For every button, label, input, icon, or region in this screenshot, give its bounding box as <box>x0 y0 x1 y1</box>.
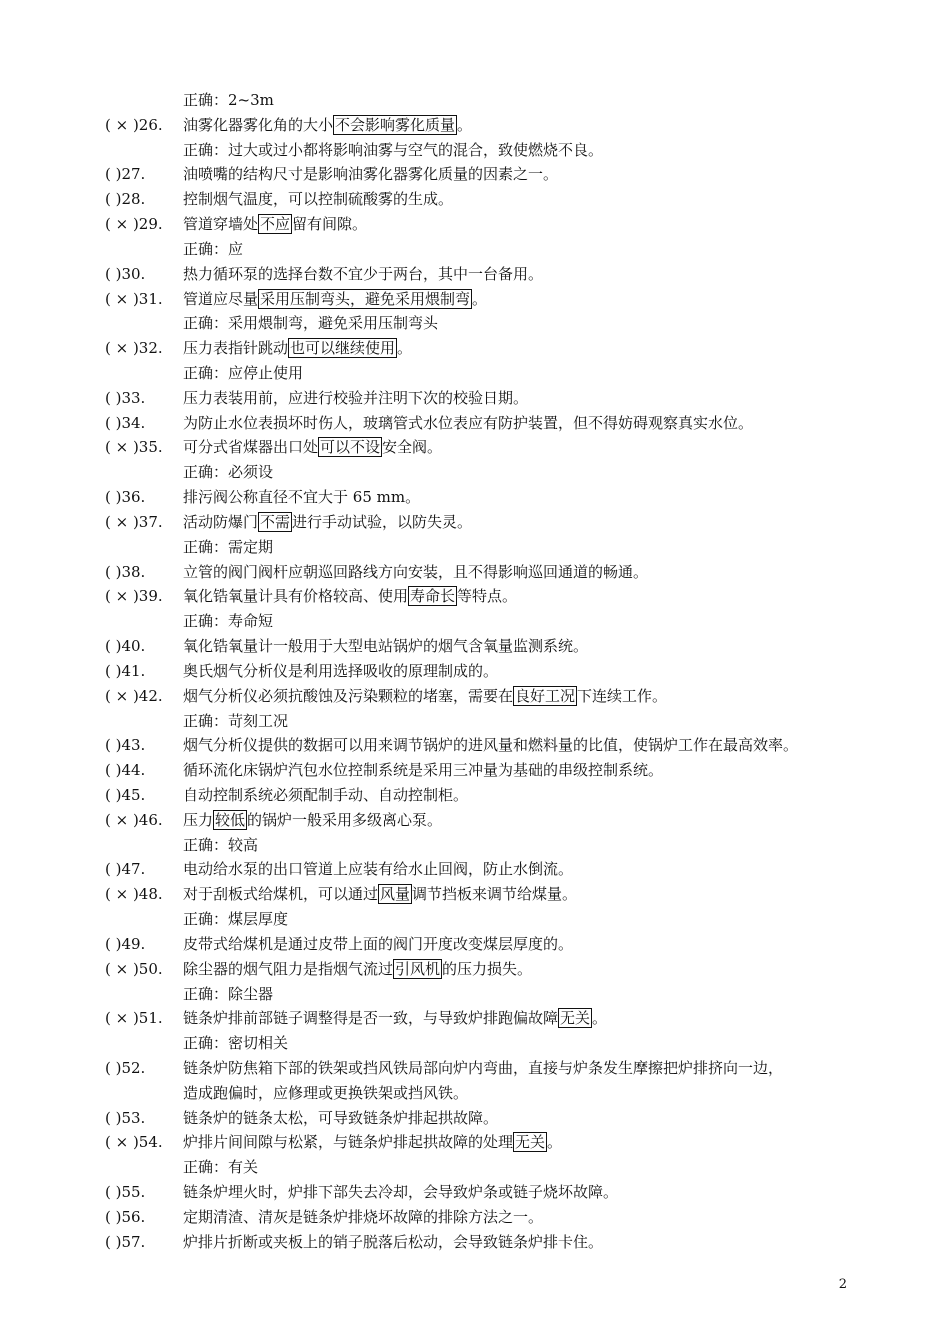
question-text-part: 的锅炉一般采用多级离心泵。 <box>247 810 443 829</box>
answer-mark: ( )52. <box>105 1058 146 1077</box>
question-item <box>0 262 950 286</box>
question-text-part: 氧化锆氧量计一般用于大型电站锅炉的烟气含氧量监测系统。 <box>183 637 589 656</box>
answer-mark: ( )56. <box>105 1207 146 1226</box>
answer-mark: ( × )26. <box>105 115 163 134</box>
boxed-error-phrase: 不会影响雾化质量 <box>335 115 456 134</box>
correction-line <box>0 1155 950 1179</box>
question-text <box>183 1205 543 1229</box>
question-text-part: 自动控制系统必须配制手动、自动控制柜。 <box>183 785 469 804</box>
question-text <box>183 411 753 435</box>
question-text <box>183 1130 562 1154</box>
question-item <box>0 1205 950 1229</box>
question-text <box>183 287 487 311</box>
answer-mark: ( × )46. <box>105 810 163 829</box>
question-text-part: 皮带式给煤机是通过皮带上面的阀门开度改变煤层厚度的。 <box>183 934 574 953</box>
question-text <box>183 1056 783 1080</box>
question-text-part: 炉排片间间隙与松紧，与链条炉排起拱故障的处理 <box>183 1133 514 1152</box>
question-text-part: 链条炉埋火时，炉排下部失去冷却，会导致炉条或链子烧坏故障。 <box>183 1183 619 1202</box>
correction-text: 正确：2~3m <box>183 91 274 109</box>
answer-mark: ( × )37. <box>105 512 163 531</box>
answer-mark: ( × )35. <box>105 438 163 457</box>
answer-mark: ( )36. <box>105 488 146 507</box>
question-text-part: 控制烟气温度，可以控制硫酸雾的生成。 <box>183 190 454 209</box>
question-item <box>0 634 950 658</box>
question-text <box>183 783 468 807</box>
question-text-part: 安全阀。 <box>382 438 443 457</box>
question-text-part: 。 <box>457 115 473 134</box>
question-item <box>0 435 950 459</box>
correction-line <box>0 237 950 261</box>
question-text-part: 奥氏烟气分析仪是利用选择吸收的原理制成的。 <box>183 661 499 680</box>
question-text-part: 电动给水泵的出口管道上应装有给水止回阀，防止水倒流。 <box>183 860 574 879</box>
question-item <box>0 1106 950 1130</box>
answer-mark: ( )55. <box>105 1183 146 1202</box>
answer-mark: ( × )42. <box>105 686 163 705</box>
correction-text: 正确：寿命短 <box>183 612 274 631</box>
boxed-error-phrase: 可以不设 <box>320 438 381 457</box>
question-item <box>0 957 950 981</box>
correction-text: 正确：采用煨制弯，避免采用压制弯头 <box>183 314 439 333</box>
question-text-part: 氧化锆氧量计具有价格较高、使用 <box>183 587 409 606</box>
question-item <box>0 287 950 311</box>
answer-mark: ( )40. <box>105 637 146 656</box>
answer-mark: ( )49. <box>105 934 146 953</box>
question-text <box>183 162 558 186</box>
answer-mark: ( )34. <box>105 413 146 432</box>
question-item <box>0 1056 950 1080</box>
question-item <box>0 783 950 807</box>
answer-mark: ( )27. <box>105 165 146 184</box>
question-text <box>183 262 543 286</box>
question-text <box>183 336 412 360</box>
question-item <box>0 386 950 410</box>
question-item <box>0 162 950 186</box>
question-text-part: 。 <box>547 1133 563 1152</box>
answer-mark: ( × )32. <box>105 339 163 358</box>
question-text-part: 油喷嘴的结构尺寸是影响油雾化器雾化质量的因素之一。 <box>183 165 559 184</box>
question-item <box>0 1130 950 1154</box>
correction-line <box>0 88 950 112</box>
question-item <box>0 758 950 782</box>
question-text-part: 除尘器的烟气阻力是指烟气流过 <box>183 959 394 978</box>
question-item <box>0 882 950 906</box>
answer-mark: ( )41. <box>105 661 146 680</box>
question-text-part: 的压力损失。 <box>442 959 533 978</box>
question-text-part: 下连续工作。 <box>577 686 668 705</box>
correction-line <box>0 535 950 559</box>
question-text <box>183 510 472 534</box>
correction-line <box>0 609 950 633</box>
answer-mark: ( )44. <box>105 761 146 780</box>
correction-line <box>0 907 950 931</box>
boxed-error-phrase: 不需 <box>260 512 291 531</box>
correction-text: 正确：应 <box>183 239 244 258</box>
question-item <box>0 1180 950 1204</box>
answer-mark: ( × )54. <box>105 1133 163 1152</box>
answer-mark: ( )30. <box>105 264 146 283</box>
question-text <box>183 584 517 608</box>
question-text-part: 。 <box>472 289 488 308</box>
question-item <box>0 857 950 881</box>
question-text-part: 调节挡板来调节给煤量。 <box>412 885 578 904</box>
answer-mark: ( )45. <box>105 785 146 804</box>
question-text <box>183 932 573 956</box>
boxed-error-phrase: 寿命长 <box>410 587 456 606</box>
question-item <box>0 584 950 608</box>
question-text <box>183 435 442 459</box>
question-text <box>183 882 577 906</box>
question-text-part: 管道应尽量 <box>183 289 259 308</box>
question-text-part: 。 <box>592 1009 608 1028</box>
boxed-error-phrase: 较低 <box>215 810 246 829</box>
question-item <box>0 1006 950 1030</box>
boxed-error-phrase: 无关 <box>515 1133 546 1152</box>
answer-mark: ( )38. <box>105 562 146 581</box>
boxed-error-phrase: 无关 <box>560 1009 591 1028</box>
question-text-part: 压力 <box>183 810 214 829</box>
question-text-part: 等特点。 <box>457 587 518 606</box>
boxed-error-phrase: 良好工况 <box>515 686 576 705</box>
question-text-part: 热力循环泵的选择台数不宜少于两台，其中一台备用。 <box>183 264 544 283</box>
question-text-part: 压力表指针跳动 <box>183 339 289 358</box>
answer-mark: ( )53. <box>105 1108 146 1127</box>
question-text-part: 油雾化器雾化角的大小 <box>183 115 334 134</box>
question-item <box>0 187 950 211</box>
question-text-part: 进行手动试验，以防失灵。 <box>292 512 473 531</box>
question-text-part: 可分式省煤器出口处 <box>183 438 319 457</box>
correction-text: 正确：较高 <box>183 835 259 854</box>
correction-text: 正确：苛刻工况 <box>183 711 289 730</box>
question-text-part: 炉排片折断或夹板上的销子脱落后松动，会导致链条炉排卡住。 <box>183 1232 604 1251</box>
boxed-error-phrase: 不应 <box>260 215 291 234</box>
correction-line <box>0 709 950 733</box>
question-text-part: 留有间隙。 <box>292 215 368 234</box>
continuation-line <box>0 1081 950 1105</box>
question-item <box>0 560 950 584</box>
question-text <box>183 212 367 236</box>
question-text-part: 。 <box>397 339 413 358</box>
question-text <box>183 1106 498 1130</box>
boxed-error-phrase: 采用压制弯头，避免采用煨制弯 <box>260 289 471 308</box>
answer-mark: ( × )50. <box>105 959 163 978</box>
question-text-part: 立管的阀门阀杆应朝巡回路线方向安装，且不得影响巡回通道的畅通。 <box>183 562 649 581</box>
question-text <box>183 684 667 708</box>
question-text <box>183 957 532 981</box>
correction-text: 正确：必须设 <box>183 463 274 482</box>
question-text <box>183 758 663 782</box>
correction-text: 正确：需定期 <box>183 537 274 556</box>
question-item <box>0 1230 950 1254</box>
answer-mark: ( × )39. <box>105 587 163 606</box>
question-text-part: 烟气分析仪提供的数据可以用来调节锅炉的进风量和燃料量的比值，使锅炉工作在最高效率。 <box>183 736 799 755</box>
question-text <box>183 485 420 509</box>
question-item <box>0 733 950 757</box>
question-text <box>183 733 798 757</box>
boxed-error-phrase: 风量 <box>380 885 411 904</box>
question-item <box>0 212 950 236</box>
boxed-error-phrase: 也可以继续使用 <box>290 339 396 358</box>
continuation-text: 造成跑偏时，应修理或更换铁架或挡风铁。 <box>183 1083 469 1102</box>
question-text-part: 循环流化床锅炉汽包水位控制系统是采用三冲量为基础的串级控制系统。 <box>183 761 664 780</box>
correction-text: 正确：过大或过小都将影响油雾与空气的混合，致使燃烧不良。 <box>183 140 604 159</box>
correction-text: 正确：除尘器 <box>183 984 274 1003</box>
question-item <box>0 684 950 708</box>
question-item <box>0 411 950 435</box>
question-text-part: 对于刮板式给煤机，可以通过 <box>183 885 379 904</box>
question-item <box>0 113 950 137</box>
question-item <box>0 932 950 956</box>
question-text-part: 管道穿墙处 <box>183 215 259 234</box>
question-text-part: 为防止水位表损坏时伤人，玻璃管式水位表应有防护装置，但不得妨碍观察真实水位。 <box>183 413 754 432</box>
question-text <box>183 634 588 658</box>
answer-mark: ( × )48. <box>105 885 163 904</box>
question-text <box>183 1230 603 1254</box>
question-text <box>183 1180 618 1204</box>
correction-text: 正确：应停止使用 <box>183 364 304 383</box>
answer-mark: ( × )29. <box>105 215 163 234</box>
page-number: 2 <box>838 1277 847 1292</box>
question-text-part: 链条炉排前部链子调整得是否一致，与导致炉排跑偏故障 <box>183 1009 559 1028</box>
question-text <box>183 808 442 832</box>
question-text-part: 压力表装用前，应进行校验并注明下次的校验日期。 <box>183 388 529 407</box>
question-item <box>0 808 950 832</box>
question-text-part: 链条炉防焦箱下部的铁架或挡风铁局部向炉内弯曲，直接与炉条发生摩擦把炉排挤向一边， <box>183 1058 784 1077</box>
answer-mark: ( )33. <box>105 388 146 407</box>
question-text <box>183 857 573 881</box>
answer-mark: ( )28. <box>105 190 146 209</box>
question-text-part: 活动防爆门 <box>183 512 259 531</box>
answer-mark: ( )47. <box>105 860 146 879</box>
correction-line <box>0 138 950 162</box>
answer-mark: ( )57. <box>105 1232 146 1251</box>
answer-mark: ( )43. <box>105 736 146 755</box>
question-item <box>0 659 950 683</box>
question-text <box>183 659 498 683</box>
question-item <box>0 336 950 360</box>
question-text-part: 烟气分析仪必须抗酸蚀及污染颗粒的堵塞，需要在 <box>183 686 514 705</box>
correction-text: 正确：煤层厚度 <box>183 910 289 929</box>
correction-text: 正确：有关 <box>183 1158 259 1177</box>
question-item <box>0 485 950 509</box>
correction-line <box>0 1031 950 1055</box>
question-text-part: 定期清渣、清灰是链条炉排烧坏故障的排除方法之一。 <box>183 1207 544 1226</box>
answer-mark: ( × )51. <box>105 1009 163 1028</box>
question-text <box>183 386 528 410</box>
answer-mark: ( × )31. <box>105 289 163 308</box>
correction-line <box>0 311 950 335</box>
question-text <box>183 1006 607 1030</box>
correction-line <box>0 361 950 385</box>
correction-text: 正确：密切相关 <box>183 1034 289 1053</box>
question-text-part: 排污阀公称直径不宜大于 65 mm。 <box>183 488 421 507</box>
correction-line <box>0 982 950 1006</box>
correction-line <box>0 833 950 857</box>
question-text <box>183 560 648 584</box>
boxed-error-phrase: 引风机 <box>395 959 441 978</box>
question-text <box>183 187 453 211</box>
question-text <box>183 113 472 137</box>
correction-line <box>0 460 950 484</box>
question-item <box>0 510 950 534</box>
question-text-part: 链条炉的链条太松，可导致链条炉排起拱故障。 <box>183 1108 499 1127</box>
